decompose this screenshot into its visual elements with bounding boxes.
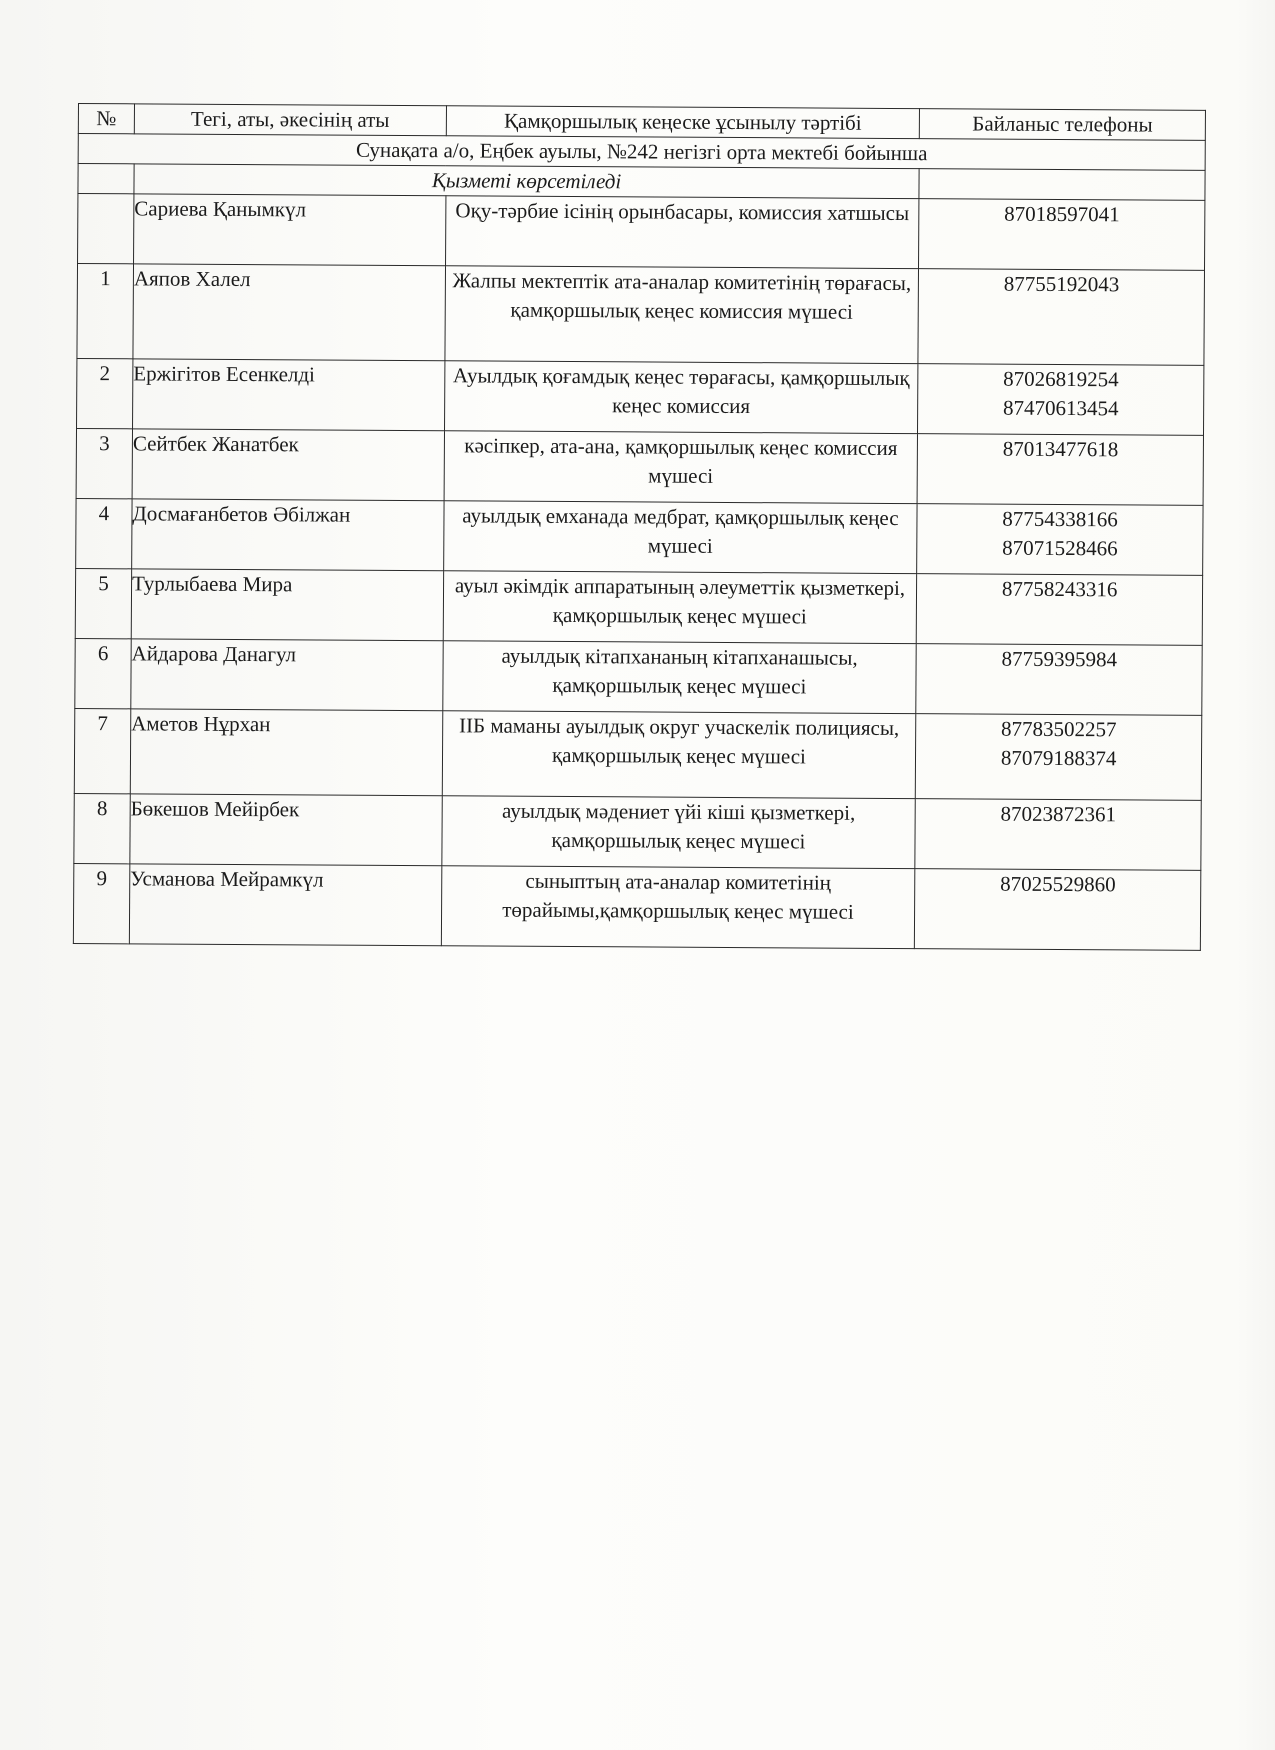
table-row — [75, 568, 1202, 645]
subsection-spacer — [78, 164, 134, 194]
member-name: Усманова Мейрамкүл — [129, 864, 441, 946]
member-number: 5 — [75, 568, 131, 638]
phone-number: 87025529860 — [1000, 871, 1116, 897]
member-number: 3 — [76, 428, 132, 498]
member-role: Оқу-тәрбие ісінің орынбасары, комиссия хатшысы — [445, 196, 919, 269]
member-number: 9 — [73, 863, 129, 943]
member-number: 4 — [76, 498, 132, 568]
member-phones — [918, 364, 1204, 436]
member-role: кәсіпкер, ата-ана, қамқоршылық кеңес комиссия мүшесі — [444, 431, 918, 504]
member-number: 2 — [77, 358, 133, 428]
header-num: № — [78, 104, 134, 134]
member-phones — [916, 714, 1202, 801]
member-phones — [916, 644, 1202, 716]
member-role: Ауылдық қоғамдық кеңес төрағасы, қамқоршылық кеңес комиссия — [444, 361, 918, 434]
phone-number: 87018597041 — [1004, 201, 1120, 227]
member-name: Турлыбаева Мира — [131, 569, 443, 641]
section-title: Сунақата а/о, Еңбек ауылы, №242 негізгі орта мектебі бойынша — [78, 134, 1205, 171]
header-role: Қамқоршылық кеңеске ұсынылу тәртібі — [446, 106, 920, 139]
member-phones — [915, 869, 1201, 951]
member-role: ауыл әкімдік аппаратының әлеуметтік қызметкері, қамқоршылық кеңес мүшесі — [443, 571, 917, 644]
member-role: сыныптың ата-аналар комитетінің төрайымы,қамқоршылық кеңес мүшесі — [441, 866, 915, 949]
scan-shadow — [1235, 0, 1275, 1750]
table-row — [78, 194, 1205, 271]
member-number: 8 — [74, 793, 130, 863]
member-phones — [915, 799, 1201, 871]
table-row — [76, 498, 1203, 575]
table-row — [77, 264, 1205, 366]
member-name: Ержігітов Есенкелді — [132, 359, 444, 431]
member-phones — [918, 269, 1204, 366]
member-phones — [919, 199, 1205, 271]
phone-number: 87470613454 — [1002, 395, 1119, 421]
member-role: ІІБ маманы ауылдық округ учаскелік полициясы, қамқоршылық кеңес мүшесі — [442, 711, 916, 799]
table-row — [76, 428, 1203, 505]
member-number: 6 — [75, 638, 131, 708]
member-name: Сейтбек Жанатбек — [132, 429, 444, 501]
member-name: Айдарова Данагул — [131, 639, 443, 711]
member-role: ауылдық емханада медбрат, қамқоршылық кеңес мүшесі — [443, 501, 917, 574]
phone-number: 87071528466 — [1002, 535, 1118, 561]
member-phones — [916, 574, 1202, 646]
member-number: 1 — [77, 264, 134, 359]
member-phones — [917, 504, 1203, 576]
phone-number: 87023872361 — [1000, 801, 1117, 827]
member-name: Аметов Нұрхан — [130, 709, 442, 796]
member-number: 7 — [74, 708, 130, 793]
table-row — [74, 793, 1201, 870]
table-row — [75, 638, 1202, 715]
member-number — [78, 194, 134, 264]
phone-number: 87013477618 — [1002, 436, 1119, 462]
phone-number: 87079188374 — [1000, 745, 1117, 771]
table-row — [73, 863, 1200, 950]
header-phone: Байланыс телефоны — [920, 109, 1206, 141]
phone-number: 87755192043 — [1003, 271, 1120, 297]
phone-number: 87758243316 — [1001, 576, 1118, 602]
member-name: Аяпов Халел — [133, 264, 445, 361]
phone-number: 87026819254 — [1003, 366, 1119, 392]
member-phones — [917, 434, 1203, 506]
member-name: Досмағанбетов Әбілжан — [132, 499, 444, 571]
member-role: Жалпы мектептік ата-аналар комитетінің төрағасы, қамқоршылық кеңес комиссия мүшесі — [445, 266, 919, 364]
member-name: Сариева Қанымкүл — [133, 194, 445, 266]
subsection-phone-spacer — [919, 169, 1205, 201]
table-body — [73, 134, 1205, 951]
member-role: ауылдық кітапхананың кітапханашысы, қамқоршылық кеңес мүшесі — [442, 641, 916, 714]
header-name: Тегі, аты, әкесінің аты — [134, 104, 446, 136]
member-role: ауылдық мәдениет үйі кіші қызметкері, қамқоршылық кеңес мүшесі — [442, 796, 916, 869]
phone-number: 87754338166 — [1002, 506, 1118, 532]
phone-number: 87759395984 — [1001, 646, 1118, 672]
subsection-title: Қызметі көрсетіледі — [134, 164, 919, 199]
phone-number: 87783502257 — [1000, 716, 1117, 742]
table-row — [77, 358, 1204, 435]
council-members-table — [73, 103, 1206, 951]
member-name: Бөкешов Мейірбек — [130, 794, 442, 866]
table-row — [74, 708, 1201, 800]
